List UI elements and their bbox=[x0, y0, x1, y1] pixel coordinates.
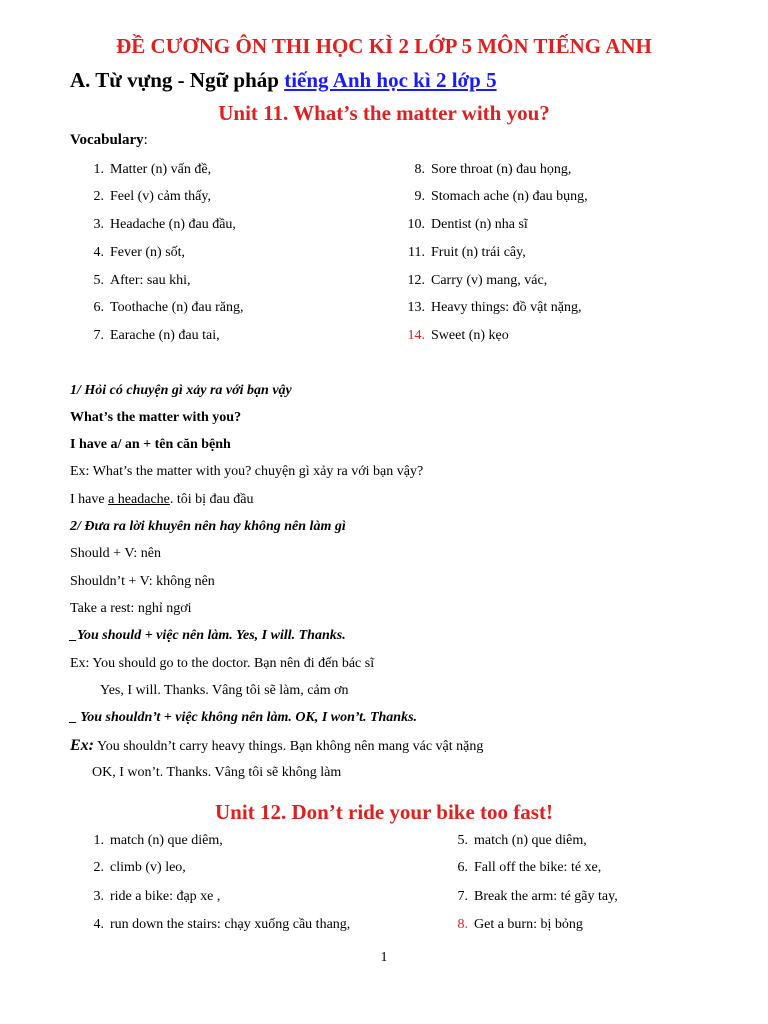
vocab-text: Sore throat (n) đau họng, bbox=[431, 162, 572, 177]
grammar-structure: I have a/ an + tên căn bệnh bbox=[70, 437, 231, 452]
vocab-item bbox=[82, 245, 185, 261]
vocab-text: Heavy things: đồ vật nặng, bbox=[431, 300, 582, 315]
unit-11-title: Unit 11. What’s the matter with you? bbox=[218, 101, 550, 125]
section-a-prefix: A. Từ vựng - Ngữ pháp bbox=[70, 68, 285, 92]
vocab-text: Earache (n) đau tai, bbox=[110, 328, 220, 343]
vocab-num: 4. bbox=[93, 245, 104, 260]
vocab-item bbox=[403, 273, 547, 289]
example-line bbox=[70, 492, 254, 508]
example-line: OK, I won’t. Thanks. Vâng tôi sẽ không làm bbox=[92, 765, 342, 780]
example-line: Ex: You should go to the doctor. Bạn nên đi đến bác sĩ bbox=[70, 656, 375, 671]
vocab-num: 9. bbox=[414, 189, 425, 204]
grammar-line: Take a rest: nghỉ ngơi bbox=[70, 601, 192, 616]
grammar-line: Should + V: nên bbox=[70, 546, 161, 561]
vocab-item bbox=[446, 860, 601, 876]
vocab-text: Carry (v) mang, vác, bbox=[431, 273, 548, 288]
vocab-item bbox=[82, 328, 220, 344]
example-label: Ex: bbox=[70, 737, 94, 754]
grammar-question: What’s the matter with you? bbox=[70, 410, 242, 425]
vocabulary-heading bbox=[70, 132, 148, 149]
vocab-num: 7. bbox=[93, 328, 104, 343]
vocab-text: climb (v) leo, bbox=[110, 860, 186, 875]
vocab-num: 8. bbox=[414, 162, 425, 177]
vocab-item bbox=[446, 889, 618, 905]
section-a-heading bbox=[70, 68, 497, 93]
vocab-text: Dentist (n) nha sĩ bbox=[431, 217, 528, 232]
vocab-num: 8. bbox=[457, 917, 468, 932]
vocab-item bbox=[82, 300, 244, 316]
vocab-num: 6. bbox=[93, 300, 104, 315]
vocab-text: Fruit (n) trái cây, bbox=[431, 245, 526, 260]
vocab-text: Stomach ache (n) đau bụng, bbox=[431, 189, 588, 204]
page-number: 1 bbox=[380, 950, 388, 965]
vocab-item bbox=[403, 189, 588, 205]
vocab-num: 5. bbox=[93, 273, 104, 288]
vocab-text: run down the stairs: chạy xuống cầu thang, bbox=[110, 917, 351, 932]
vocabulary-label: Vocabulary bbox=[70, 132, 144, 148]
vocab-item bbox=[403, 162, 571, 178]
vocab-item bbox=[403, 217, 528, 233]
vocab-num: 12. bbox=[407, 273, 425, 288]
vocab-item bbox=[82, 273, 190, 289]
vocab-item bbox=[446, 833, 587, 849]
vocab-num: 11. bbox=[408, 245, 425, 260]
example-underlined: a headache bbox=[108, 492, 170, 507]
vocab-num: 2. bbox=[93, 189, 104, 204]
example-text: . tôi bị đau đầu bbox=[169, 492, 254, 507]
vocab-item bbox=[82, 833, 223, 849]
vocabulary-colon: : bbox=[143, 132, 148, 148]
grammar-heading-2: 2/ Đưa ra lời khuyên nên hay không nên làm gì bbox=[70, 519, 346, 534]
vocab-num: 5. bbox=[457, 833, 468, 848]
example-line: Ex: What’s the matter with you? chuyện gì xảy ra với bạn vậy? bbox=[70, 464, 424, 479]
vocab-text: Matter (n) vấn đề, bbox=[110, 162, 212, 177]
vocab-item bbox=[82, 917, 350, 933]
vocab-num: 6. bbox=[457, 860, 468, 875]
vocab-text: Break the arm: té gãy tay, bbox=[474, 889, 618, 904]
vocab-item bbox=[82, 217, 236, 233]
vocab-item bbox=[403, 245, 526, 261]
example-line bbox=[70, 737, 483, 755]
vocab-item bbox=[82, 189, 211, 205]
vocab-num: 10. bbox=[407, 217, 425, 232]
vocab-num: 7. bbox=[457, 889, 468, 904]
vocab-num: 3. bbox=[93, 217, 104, 232]
vocab-text: match (n) que diêm, bbox=[110, 833, 223, 848]
vocab-text: Fever (n) sốt, bbox=[110, 245, 186, 260]
vocab-text: Sweet (n) kẹo bbox=[431, 328, 509, 343]
grammar-pattern-1: _You should + việc nên làm. Yes, I will. Thanks. bbox=[70, 628, 346, 643]
vocab-text: match (n) que diêm, bbox=[474, 833, 587, 848]
vocab-text: Headache (n) đau đầu, bbox=[110, 217, 236, 232]
vocab-text: Get a burn: bị bỏng bbox=[474, 917, 583, 932]
grammar-heading-1: 1/ Hỏi có chuyện gì xảy ra với bạn vậy bbox=[70, 383, 292, 398]
document-title: ĐỀ CƯƠNG ÔN THI HỌC KÌ 2 LỚP 5 MÔN TIẾNG ANH bbox=[116, 34, 652, 58]
vocab-item bbox=[403, 328, 509, 344]
vocab-text: Fall off the bike: té xe, bbox=[474, 860, 602, 875]
section-a-link[interactable]: tiếng Anh học kì 2 lớp 5 bbox=[284, 68, 497, 92]
vocab-num: 1. bbox=[93, 833, 104, 848]
grammar-pattern-2: _ You shouldn’t + việc không nên làm. OK, I won’t. Thanks. bbox=[70, 710, 418, 725]
vocab-item bbox=[82, 162, 211, 178]
vocab-num: 4. bbox=[93, 917, 104, 932]
grammar-line: Shouldn’t + V: không nên bbox=[70, 574, 215, 589]
vocab-num: 14. bbox=[407, 328, 425, 343]
vocab-item bbox=[446, 917, 583, 933]
vocab-item bbox=[82, 889, 220, 905]
example-line: Yes, I will. Thanks. Vâng tôi sẽ làm, cảm ơn bbox=[100, 683, 349, 698]
vocab-num: 13. bbox=[407, 300, 425, 315]
unit-12-title: Unit 12. Don’t ride your bike too fast! bbox=[215, 800, 553, 824]
vocab-text: ride a bike: đạp xe , bbox=[110, 889, 221, 904]
vocab-text: Toothache (n) đau răng, bbox=[110, 300, 244, 315]
vocab-item bbox=[403, 300, 581, 316]
example-text: You shouldn’t carry heavy things. Bạn không nên mang vác vật nặng bbox=[94, 739, 484, 754]
vocab-num: 2. bbox=[93, 860, 104, 875]
vocab-text: Feel (v) cảm thấy, bbox=[110, 189, 211, 204]
vocab-text: After: sau khi, bbox=[110, 273, 191, 288]
vocab-num: 3. bbox=[93, 889, 104, 904]
vocab-item bbox=[82, 860, 186, 876]
example-text: I have bbox=[70, 492, 109, 507]
vocab-num: 1. bbox=[93, 162, 104, 177]
